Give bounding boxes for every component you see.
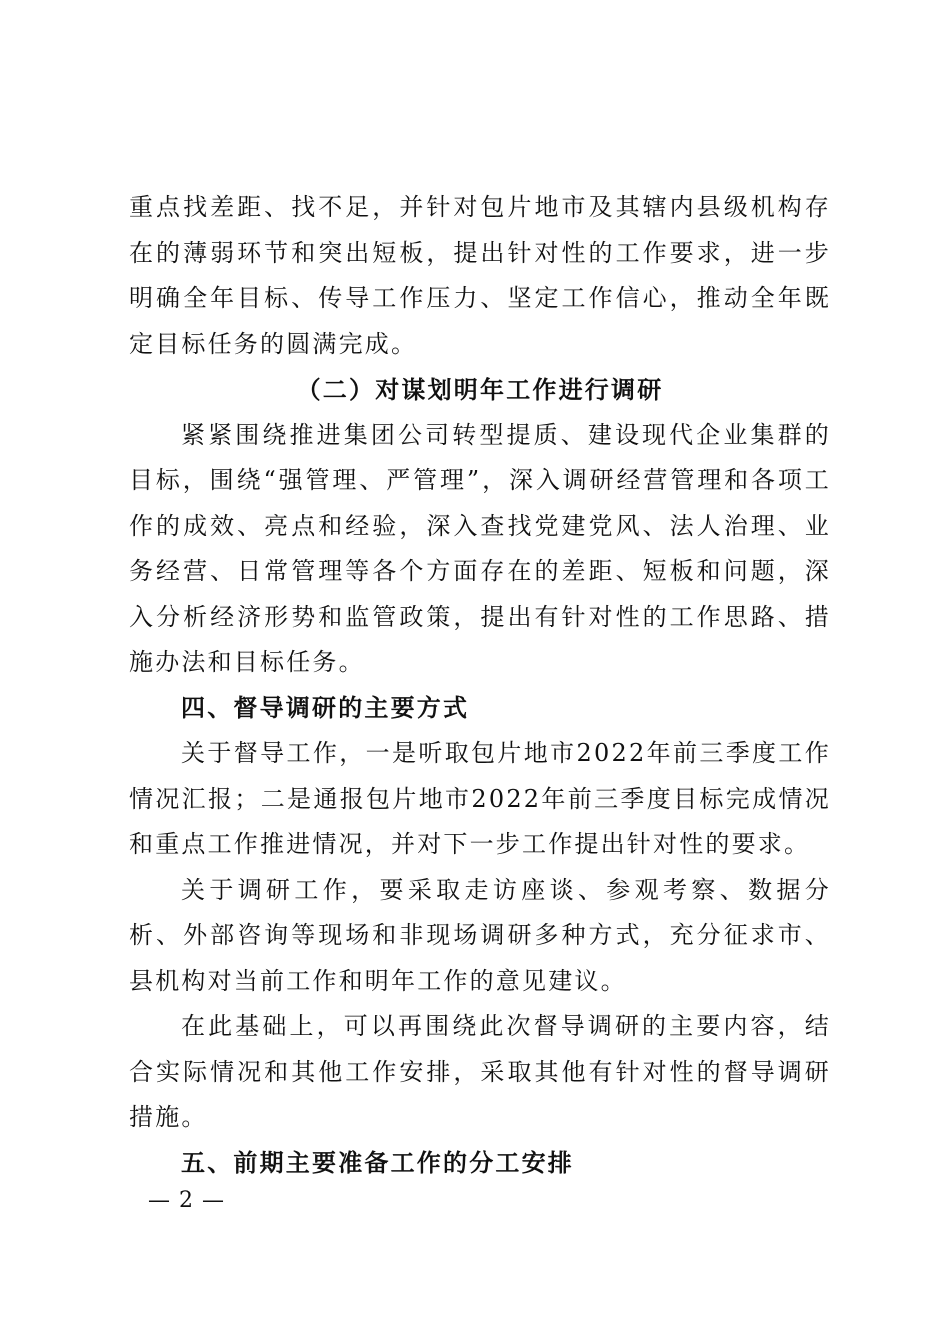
document-body: [129, 185, 831, 1186]
paragraph-research-plan: 紧紧围绕推进集团公司转型提质、建设现代企业集群的目标，围绕“强管理、严管理”，深入调研经营管理和各项工作的成效、亮点和经验，深入查找党建党风、法人治理、业务经营、日常管理等各个方面存在的差距、短板和问题，深入分析经济形势和监管政策，提出有针对性的工作思路、措施办法和目标任务。: [129, 420, 831, 676]
paragraph-research-work: 关于调研工作，要采取走访座谈、参观考察、数据分析、外部咨询等现场和非现场调研多种方式，充分征求市、县机构对当前工作和明年工作的意见建议。: [129, 875, 831, 995]
paragraph-continued: 重点找差距、找不足，并针对包片地市及其辖内县级机构存在的薄弱环节和突出短板，提出针对性的工作要求，进一步明确全年目标、传导工作压力、坚定工作信心，推动全年既定目标任务的圆满完成。: [129, 193, 831, 358]
section-heading-preparation: 五、前期主要准备工作的分工安排: [181, 1148, 574, 1177]
page-number: — 2 —: [148, 1188, 225, 1213]
subsection-heading: （二）对谋划明年工作进行调研: [296, 375, 664, 404]
paragraph-supervision-work: 关于督导工作，一是听取包片地市2022年前三季度工作情况汇报；二是通报包片地市2022年前三季度目标完成情况和重点工作推进情况，并对下一步工作提出针对性的要求。: [129, 739, 831, 858]
paragraph-other-measures: 在此基础上，可以再围绕此次督导调研的主要内容，结合实际情况和其他工作安排，采取其他有针对性的督导调研措施。: [129, 1012, 831, 1131]
section-heading-methods: 四、督导调研的主要方式: [181, 693, 470, 722]
